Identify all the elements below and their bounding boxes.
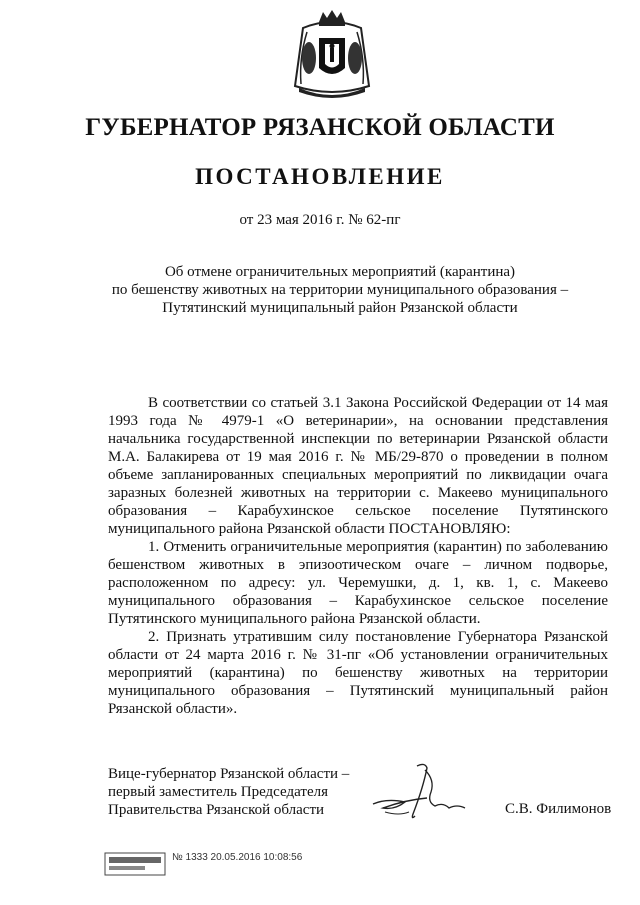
subject-line: Путятинский муниципальный район Рязанской области: [162, 300, 518, 316]
signatory-title-line: Вице-губернатор Рязанской области –: [108, 766, 350, 782]
document-date-number: от 23 мая 2016 г. № 62-пг: [239, 212, 401, 228]
resolution-item-1: 1. Отменить ограничительные мероприятия (карантин) по заболеванию бешенством животных в эпизоотическом очаге – личном подворье, расположенном по адресу: ул. Черемушки, д. 1, кв. 1, с. Макеево муниципального образования – Карабухинское сельское поселение Путятинского муниципального района Рязанской области.: [108, 539, 608, 627]
subject-line: Об отмене ограничительных мероприятий (карантина): [164, 264, 516, 280]
authority-title: ГУБЕРНАТОР РЯЗАНСКОЙ ОБЛАСТИ: [85, 114, 555, 141]
document-subject: [80, 263, 600, 317]
signatory-name: С.В. Филимонов: [505, 801, 612, 817]
document-type: ПОСТАНОВЛЕНИЕ: [195, 164, 445, 189]
registration-mark: № 1333 20.05.2016 10:08:56: [172, 852, 303, 863]
signatory-title-line: первый заместитель Председателя: [108, 784, 328, 800]
preamble-paragraph: В соответствии со статьей 3.1 Закона Российской Федерации от 14 мая 1993 года № 4979-1 «О ветеринарии», на основании представления начальника государственной инспекции по ветеринарии Рязанской области М.А. Балакирева от 19 мая 2016 г. № МБ/29-870 о проведении в полном объеме запланированных специальных мероприятий по ликвидации очага заразных болезней животных на территории с. Макеево муниципального образования – Карабухинское сельское поселение Путятинского муниципального района Рязанской области ПОСТАНОВЛЯЮ:: [108, 395, 608, 537]
coat-of-arms-icon: [289, 8, 375, 100]
signatory-title: [108, 765, 408, 819]
office-stamp-icon: [104, 852, 166, 876]
resolution-item-2: 2. Признать утратившим силу постановление Губернатора Рязанской области от 24 марта 2016 г. № 31-пг «Об установлении ограничительных мероприятий (карантина) по бешенству животных на территории муниципального образования – Путятинский муниципальный район Рязанской области».: [108, 629, 608, 717]
document-body: [108, 394, 608, 718]
subject-line: по бешенству животных на территории муниципального образования –: [111, 282, 569, 298]
signatory-title-line: Правительства Рязанской области: [108, 802, 325, 818]
handwritten-signature-icon: [365, 758, 475, 830]
